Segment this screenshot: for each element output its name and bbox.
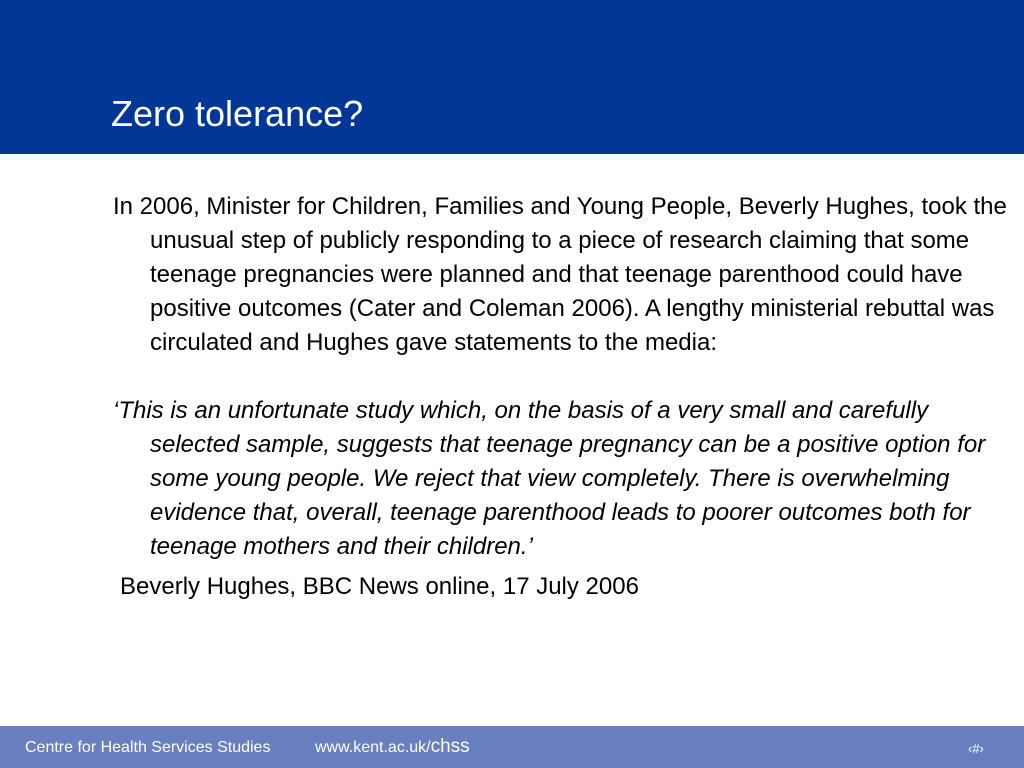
quote-attribution: Beverly Hughes, BBC News online, 17 July 2006 (120, 573, 639, 600)
slide-title: Zero tolerance? (111, 93, 364, 134)
footer-url-tail: chss (430, 736, 470, 757)
slide-body (113, 190, 1013, 604)
footer-url-main: www.kent.ac.uk/ (315, 739, 431, 756)
footer-url (315, 736, 470, 759)
footer-organization: Centre for Health Services Studies (25, 739, 271, 756)
quote-paragraph: ‘This is an unfortunate study which, on the basis of a very small and carefully selected sample, suggests that teenage pregnancy can be a positive option for some young people. We reject that view completely. There is overwhelming evidence that, overall, teenage parenthood leads to poorer outcomes both for teenage mothers and their children.’ (113, 397, 986, 560)
slide-number: ‹#› (968, 741, 984, 756)
intro-paragraph: In 2006, Minister for Children, Families and Young People, Beverly Hughes, took the unusual step of publicly responding to a piece of research claiming that some teenage pregnancies were planned and that teenage parenthood could have positive outcomes (Cater and Coleman 2006). A lengthy ministerial rebuttal was circulated and Hughes gave statements to the media: (113, 193, 1007, 356)
